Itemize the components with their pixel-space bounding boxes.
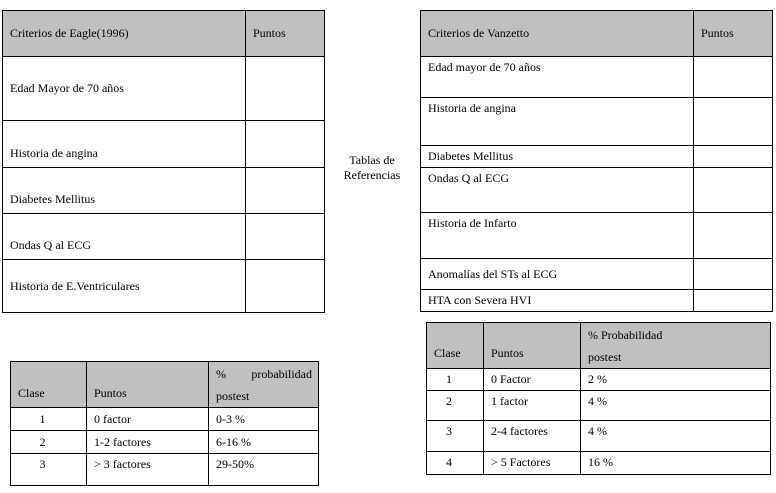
- eagle-criteria-table: [2, 10, 325, 313]
- vanzetto-criteria-table: [420, 10, 773, 312]
- reference-tables-label: [332, 153, 412, 183]
- class-header: Clase: [11, 362, 87, 408]
- probability-cell: 4 %: [581, 421, 771, 452]
- table-row: [11, 454, 319, 486]
- table-row: [11, 408, 319, 431]
- criteria-cell: HTA con Severa HVI: [421, 290, 694, 312]
- points-cell: 0 factor: [87, 408, 209, 431]
- points-cell: 1-2 factores: [87, 431, 209, 454]
- points-header: Puntos: [484, 323, 581, 369]
- table-row: [421, 213, 773, 259]
- table-row: [11, 431, 319, 454]
- criteria-cell: Historia de Infarto: [421, 213, 694, 259]
- criteria-cell: Historia de angina: [421, 98, 694, 146]
- probability-header-line2: postest: [216, 388, 250, 403]
- probability-cell: 0-3 %: [209, 408, 319, 431]
- table-row: [427, 391, 771, 421]
- points-cell: [694, 146, 773, 168]
- criteria-header: Criterios de Vanzetto: [421, 11, 694, 57]
- points-cell: 1 factor: [484, 391, 581, 421]
- points-cell: [694, 213, 773, 259]
- criteria-cell: Anomalías del STs al ECG: [421, 259, 694, 290]
- reference-label-line2: Referencias: [343, 168, 401, 182]
- class-cell: 2: [11, 431, 87, 454]
- criteria-cell: Edad Mayor de 70 años: [3, 57, 246, 121]
- table-row: [421, 259, 773, 290]
- table-row: [3, 121, 325, 168]
- class-cell: 3: [11, 454, 87, 486]
- points-cell: [694, 259, 773, 290]
- class-cell: 1: [11, 408, 87, 431]
- table-row: [421, 146, 773, 168]
- points-cell: [694, 98, 773, 146]
- points-cell: [694, 168, 773, 213]
- points-cell: [246, 121, 325, 168]
- criteria-cell: Historia de angina: [3, 121, 246, 168]
- criteria-cell: Historia de E.Ventriculares: [3, 260, 246, 313]
- points-cell: [246, 214, 325, 260]
- points-cell: 2-4 factores: [484, 421, 581, 452]
- class-header: Clase: [427, 323, 484, 369]
- probability-header-line2: postest: [588, 349, 622, 364]
- eagle-class-table: [10, 361, 319, 486]
- points-cell: [246, 168, 325, 214]
- table-header-row: [421, 11, 773, 57]
- table-row: [421, 57, 773, 98]
- table-row: [3, 57, 325, 121]
- table-row: [427, 369, 771, 391]
- probability-cell: 6-16 %: [209, 431, 319, 454]
- criteria-cell: Edad mayor de 70 años: [421, 57, 694, 98]
- table-header-row: [3, 11, 325, 57]
- probability-header: [581, 323, 771, 369]
- reference-label-line1: Tablas de: [349, 153, 395, 167]
- points-cell: [694, 57, 773, 98]
- criteria-header: Criterios de Eagle(1996): [3, 11, 246, 57]
- table-row: [421, 98, 773, 146]
- probability-cell: 16 %: [581, 452, 771, 475]
- points-cell: [246, 260, 325, 313]
- vanzetto-class-table: [426, 322, 771, 475]
- table-row: [421, 168, 773, 213]
- points-cell: > 5 Factores: [484, 452, 581, 475]
- table-row: [3, 168, 325, 214]
- table-row: [421, 290, 773, 312]
- points-cell: > 3 factores: [87, 454, 209, 486]
- probability-cell: 29-50%: [209, 454, 319, 486]
- points-cell: [694, 290, 773, 312]
- probability-header-line1: % Probabilidad: [588, 327, 663, 342]
- table-row: [427, 452, 771, 475]
- points-cell: 0 Factor: [484, 369, 581, 391]
- table-header-row: [11, 362, 319, 408]
- probability-header-percent: %: [216, 366, 226, 381]
- criteria-cell: Ondas Q al ECG: [3, 214, 246, 260]
- criteria-cell: Diabetes Mellitus: [3, 168, 246, 214]
- class-cell: 3: [427, 421, 484, 452]
- probability-header: [209, 362, 319, 408]
- table-row: [427, 421, 771, 452]
- criteria-cell: Ondas Q al ECG: [421, 168, 694, 213]
- points-header: Puntos: [87, 362, 209, 408]
- table-row: [3, 260, 325, 313]
- table-row: [3, 214, 325, 260]
- class-cell: 1: [427, 369, 484, 391]
- points-cell: [246, 57, 325, 121]
- criteria-cell: Diabetes Mellitus: [421, 146, 694, 168]
- points-header: Puntos: [694, 11, 773, 57]
- table-header-row: [427, 323, 771, 369]
- probability-cell: 2 %: [581, 369, 771, 391]
- probability-header-word: probabilidad: [251, 366, 312, 381]
- class-cell: 2: [427, 391, 484, 421]
- probability-cell: 4 %: [581, 391, 771, 421]
- points-header: Puntos: [246, 11, 325, 57]
- class-cell: 4: [427, 452, 484, 475]
- probability-header-line1: [216, 363, 318, 385]
